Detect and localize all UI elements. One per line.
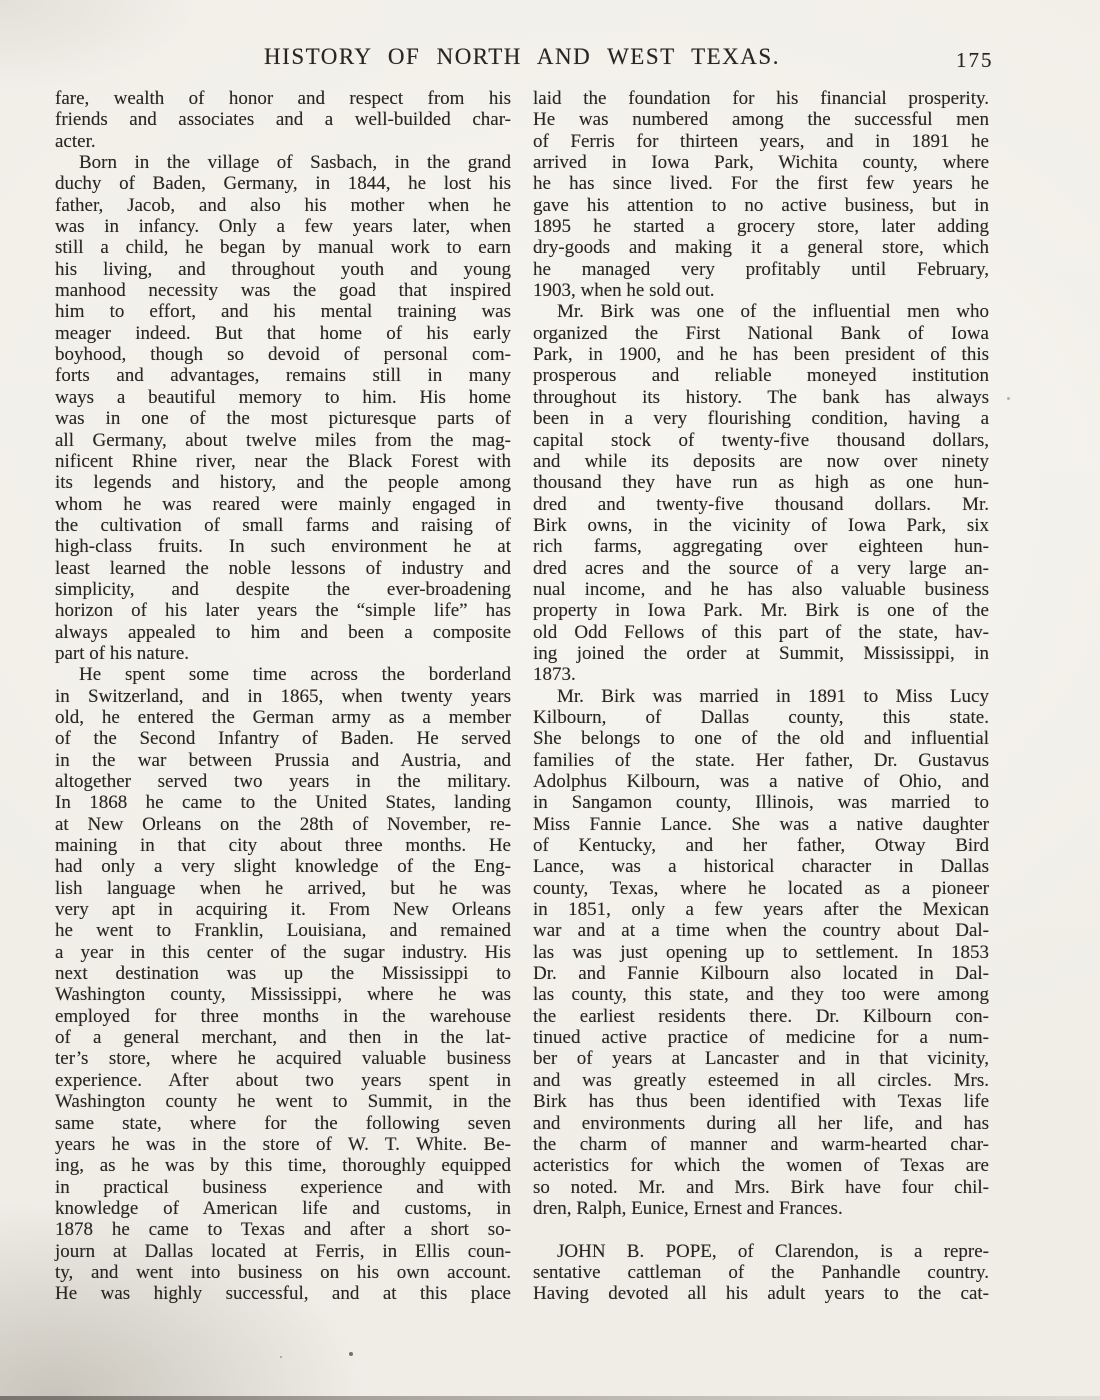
text-line: and while its deposits are now over ninety	[533, 450, 989, 472]
text-line: always appealed to him and been a composite	[55, 621, 511, 643]
text-line: 1878 he came to Texas and after a short so-	[55, 1219, 511, 1241]
text-line: the earliest residents there. Dr. Kilbourn con-	[533, 1005, 989, 1027]
text-line: maining in that city about three months. He	[55, 835, 511, 857]
text-line: same state, where for the following seven	[55, 1112, 511, 1134]
text-line: ty, and went into business on his own account.	[55, 1261, 511, 1283]
text-line: laid the foundation for his financial prosperity.	[533, 88, 989, 109]
text-line: JOHN B. POPE, of Clarendon, is a repre-	[557, 1240, 989, 1262]
text-line: dred acres and the source of a very large an-	[533, 557, 989, 579]
text-line: part of his nature.	[55, 642, 190, 664]
text-line: Birk owns, in the vicinity of Iowa Park, six	[533, 514, 989, 536]
text-line: high-class fruits. In such environment he at	[55, 536, 511, 558]
text-line: forts and advantages, remains still in many	[55, 365, 511, 387]
text-line: county, Texas, where he located as a pioneer	[533, 877, 989, 899]
text-line: families of the state. Her father, Dr. Gustavus	[533, 749, 989, 771]
text-line: dred and twenty-five thousand dollars. Mr.	[533, 493, 989, 515]
text-line: acteristics for which the women of Texas are	[533, 1155, 989, 1177]
text-line: so noted. Mr. and Mrs. Birk have four chil-	[533, 1176, 989, 1198]
text-line: ways a beautiful memory to him. His home	[55, 386, 511, 408]
text-line: rich farms, aggregating over eighteen hun-	[533, 536, 989, 558]
text-line: still a child, he began by manual work to earn	[55, 237, 511, 259]
text-line: employed for three months in the warehouse	[55, 1005, 511, 1027]
ink-speck	[349, 1352, 353, 1356]
text-line: next destination was up the Mississippi to	[55, 963, 511, 985]
text-line: of a general merchant, and then in the lat-	[55, 1027, 511, 1049]
column-right	[533, 88, 989, 1305]
text-line: the charm of manner and warm-hearted char-	[533, 1133, 989, 1155]
text-line: Having devoted all his adult years to the cat-	[533, 1283, 989, 1305]
ink-speck	[1007, 397, 1010, 400]
text-line: organized the First National Bank of Iowa	[533, 322, 989, 344]
text-line: She belongs to one of the old and influential	[533, 728, 989, 750]
text-line: fare, wealth of honor and respect from his	[55, 88, 511, 109]
text-line: at New Orleans on the 28th of November, re-	[55, 813, 511, 835]
text-line: his living, and throughout youth and young	[55, 258, 511, 280]
ink-speck	[505, 1269, 507, 1271]
text-line: Born in the village of Sasbach, in the grand	[79, 152, 511, 174]
text-line: knowledge of American life and customs, in	[55, 1197, 511, 1219]
text-line: Mr. Birk was one of the influential men who	[557, 301, 989, 323]
page-number: 175	[956, 48, 994, 72]
text-line: ing, as he was by this time, thoroughly equipped	[55, 1155, 511, 1177]
text-line: and environments during all her life, and has	[533, 1112, 989, 1134]
text-line: property in Iowa Park. Mr. Birk is one of the	[533, 600, 989, 622]
text-line: tinued active practice of medicine for a num-	[533, 1027, 989, 1049]
text-line: the cultivation of small farms and raising of	[55, 514, 511, 536]
text-line: prosperous and reliable moneyed institution	[533, 365, 989, 387]
text-line: las was just opening up to settlement. In 1853	[533, 941, 989, 963]
text-line: Birk has thus been identified with Texas life	[533, 1091, 989, 1113]
text-line: least learned the noble lessons of industry and	[55, 557, 511, 579]
text-line: very apt in acquiring it. From New Orleans	[55, 899, 511, 921]
text-line: He was highly successful, and at this place	[55, 1283, 511, 1305]
text-line: he has since lived. For the first few years he	[533, 173, 989, 195]
text-line: been in a very flourishing condition, having a	[533, 408, 989, 430]
text-line: Park, in 1900, and he has been president of this	[533, 344, 989, 366]
text-line: simplicity, and despite the ever-broadening	[55, 578, 511, 600]
text-line: in 1851, only a few years after the Mexican	[533, 899, 989, 921]
text-line: dren, Ralph, Eunice, Ernest and Frances.	[533, 1197, 843, 1219]
text-line: capital stock of twenty-five thousand dollars,	[533, 429, 989, 451]
text-line: In 1868 he came to the United States, landing	[55, 792, 511, 814]
text-line: experience. After about two years spent in	[55, 1069, 511, 1091]
text-line: of Kentucky, and her father, Otway Bird	[533, 835, 989, 857]
text-line: he managed very profitably until February,	[533, 258, 989, 280]
text-line: lish language when he arrived, but he was	[55, 877, 511, 899]
text-line: of the Second Infantry of Baden. He served	[55, 728, 511, 750]
text-line: in Sangamon county, Illinois, was married to	[533, 792, 989, 814]
text-line: He spent some time across the borderland	[79, 664, 511, 686]
text-line: ber of years at Lancaster and in that vicinity,	[533, 1048, 989, 1070]
text-line: ing joined the order at Summit, Mississippi, in	[533, 642, 989, 664]
text-line: was in one of the most picturesque parts of	[55, 408, 511, 430]
text-line: horizon of his later years the “simple life” has	[55, 600, 511, 622]
text-line: altogether served two years in the military.	[55, 771, 511, 792]
text-line: 1873.	[533, 664, 576, 686]
text-line: of Ferris for thirteen years, and in 1891 he	[533, 130, 989, 152]
text-line: a year in this center of the sugar industry. His	[55, 941, 511, 963]
text-line: had only a very slight knowledge of the Eng-	[55, 856, 511, 878]
text-line: thousand they have run as high as one hun-	[533, 472, 989, 494]
text-line: old Odd Fellows of this part of the state, hav-	[533, 621, 989, 643]
text-line: 1903, when he sold out.	[533, 280, 715, 302]
running-title: HISTORY OF NORTH AND WEST TEXAS.	[264, 44, 780, 69]
text-line: Lance, was a historical character in Dallas	[533, 856, 989, 878]
text-line: years he was in the store of W. T. White. Be-	[55, 1133, 511, 1155]
text-line: Adolphus Kilbourn, was a native of Ohio, and	[533, 771, 989, 792]
text-line: manhood necessity was the goad that inspired	[55, 280, 511, 302]
text-line: old, he entered the German army as a member	[55, 706, 511, 728]
text-line: acter.	[55, 130, 96, 152]
text-line: gave his attention to no active business, but in	[533, 194, 989, 216]
text-line: He was numbered among the successful men	[533, 109, 989, 131]
text-line: Dr. and Fannie Kilbourn also located in Dal-	[533, 963, 989, 985]
paragraph-spacer	[533, 1219, 989, 1240]
text-line: dry-goods and making it a general store, which	[533, 237, 989, 259]
text-line: arrived in Iowa Park, Wichita county, where	[533, 152, 989, 174]
text-line: him to effort, and his mental training was	[55, 301, 511, 323]
text-line: Kilbourn, of Dallas county, this state.	[533, 706, 989, 728]
text-line: whom he was reared were mainly engaged in	[55, 493, 511, 515]
text-line: father, Jacob, and also his mother when he	[55, 194, 511, 216]
text-line: was in infancy. Only a few years later, when	[55, 216, 511, 238]
text-line: nual income, and he has also valuable business	[533, 578, 989, 600]
text-line: Mr. Birk was married in 1891 to Miss Lucy	[557, 685, 989, 707]
text-line: all Germany, about twelve miles from the mag-	[55, 429, 511, 451]
text-line: war and at a time when the country about Dal-	[533, 920, 989, 942]
text-line: journ at Dallas located at Ferris, in Ellis coun-	[55, 1240, 511, 1262]
text-line: and was greatly esteemed in all circles. Mrs.	[533, 1069, 989, 1091]
text-line: meager indeed. But that home of his early	[55, 322, 511, 344]
text-line: Washington county, Mississippi, where he was	[55, 984, 511, 1006]
text-line: Washington county he went to Summit, in the	[55, 1091, 511, 1113]
text-line: in practical business experience and with	[55, 1176, 511, 1198]
text-line: Miss Fannie Lance. She was a native daughter	[533, 813, 989, 835]
text-line: its legends and history, and the people among	[55, 472, 511, 494]
text-line: nificent Rhine river, near the Black Forest with	[55, 450, 511, 472]
text-line: las county, this state, and they too were among	[533, 984, 989, 1006]
ink-speck	[961, 96, 964, 99]
text-line: throughout its history. The bank has always	[533, 386, 989, 408]
text-line: ter’s store, where he acquired valuable business	[55, 1048, 511, 1070]
text-line: 1895 he started a grocery store, later adding	[533, 216, 989, 238]
text-line: he went to Franklin, Louisiana, and remained	[55, 920, 511, 942]
column-left	[55, 88, 511, 1305]
text-line: sentative cattleman of the Panhandle country.	[533, 1261, 989, 1283]
text-line: in the war between Prussia and Austria, and	[55, 749, 511, 771]
text-columns	[55, 88, 990, 1305]
text-line: friends and associates and a well-builded char-	[55, 109, 511, 131]
text-line: duchy of Baden, Germany, in 1844, he lost his	[55, 173, 511, 195]
text-line: boyhood, though so devoid of personal com-	[55, 344, 511, 366]
text-line: in Switzerland, and in 1865, when twenty years	[55, 685, 511, 707]
ink-speck	[280, 1356, 282, 1358]
